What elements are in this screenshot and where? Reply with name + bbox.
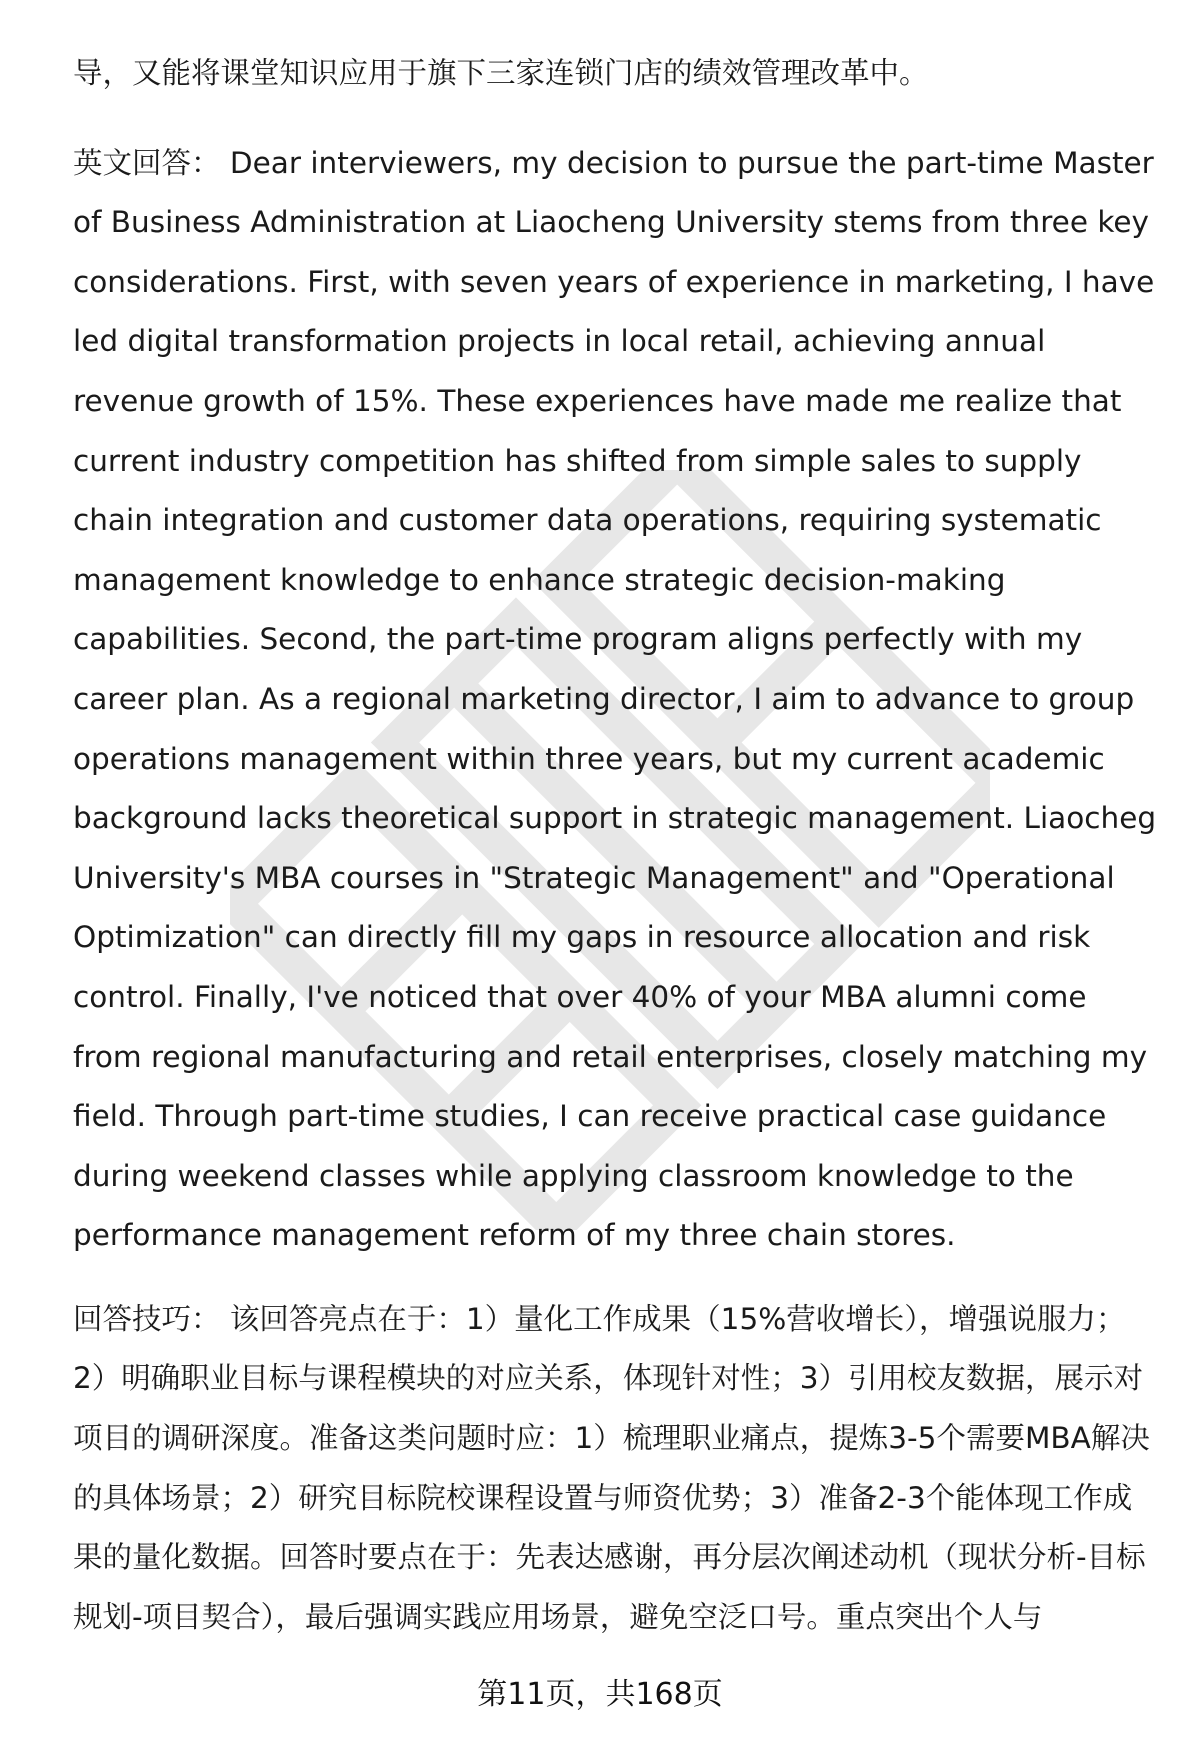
paragraph-continuation (73, 44, 1158, 104)
english-answer-label: 英文回答： (73, 145, 221, 180)
answer-tips-paragraph (73, 1290, 1158, 1648)
paragraph-text: 导，又能将课堂知识应用于旗下三家连锁门店的绩效管理改革中。 (73, 56, 929, 90)
english-answer-paragraph (73, 134, 1158, 1266)
document-body (73, 44, 1158, 1647)
english-answer-text: Dear interviewers, my decision to pursue the part-time Master of Business Administration at Liaocheng University stems from three key considerations. First, with seven years of experience in marketing, I have led digital transformation projects in local retail, achieving annual revenue growth of 15%. These experiences have made me realize that current industry competition has shifted from simple sales to supply chain integration and customer data operations, requiring systematic management knowledge to enhance strategic decision-making capabilities. Second, the part-time program aligns perfectly with my career plan. As a regional marketing director, I aim to advance to group operations management within three years, but my current academic background lacks theoretical support in strategic management. Liaocheg University's MBA courses in "Strategic Management" and "Operational Optimization" can directly fill my gaps in resource allocation and risk control. Finally, I've noticed that over 40% of your MBA alumni come from regional manufacturing and retail enterprises, closely matching my field. Through part-time studies, I can receive practical case guidance during weekend classes while applying classroom knowledge to the performance management reform of my three chain stores. (73, 145, 1157, 1253)
page-number-footer: 第11页，共168页 (477, 1677, 723, 1712)
answer-tips-text: 该回答亮点在于：1）量化工作成果（15%营收增长），增强说服力；2）明确职业目标与课程模块的对应关系，体现针对性；3）引用校友数据，展示对项目的调研深度。准备这类问题时应：1）梳理职业痛点，提炼3-5个需要MBA解决的具体场景；2）研究目标院校课程设置与师资优势；3）准备2-3个能体现工作成果的量化数据。回答时要点在于：先表达感谢，再分层次阐述动机（现状分析-目标规划-项目契合），最后强调实践应用场景，避免空泛口号。重点突出个人与 (73, 1301, 1150, 1634)
answer-tips-label: 回答技巧： (73, 1301, 221, 1336)
